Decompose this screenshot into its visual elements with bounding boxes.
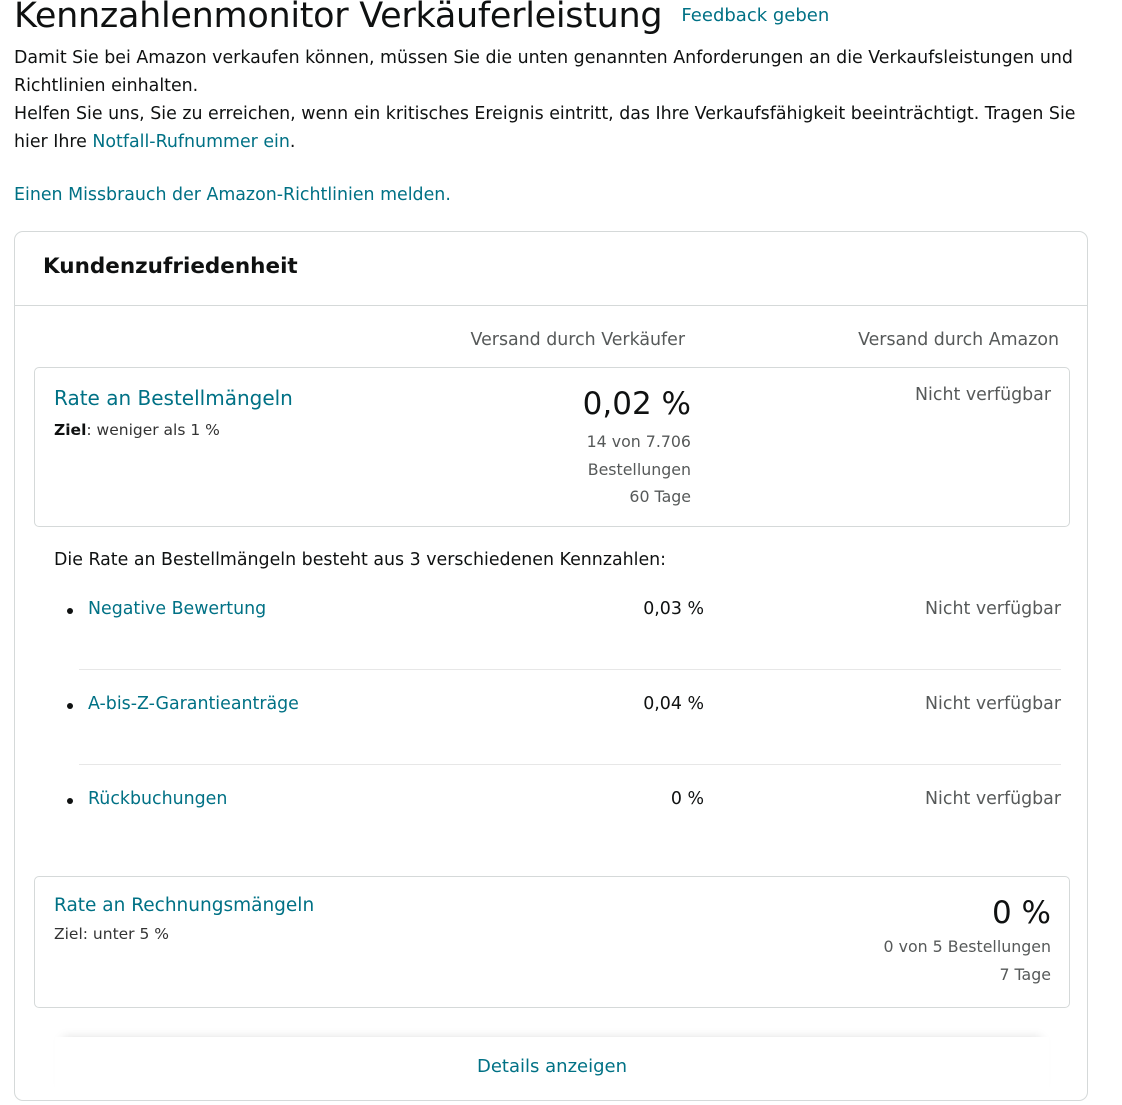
intro-paragraph-1: Damit Sie bei Amazon verkaufen können, müssen Sie die unten genannten Anforderungen an die Verkaufsleistungen und Richtlinien einhalten. <box>14 48 1073 96</box>
page-header <box>14 0 829 36</box>
order-defect-rate-fba-value: Nicht verfügbar <box>915 385 1051 405</box>
bullet-icon <box>67 798 73 804</box>
sub-metric-list <box>55 575 1061 860</box>
order-defect-rate-count: 14 von 7.706 <box>586 432 691 451</box>
invoice-defect-rate-details <box>884 933 1051 988</box>
negative-feedback-link[interactable]: Negative Bewertung <box>88 599 267 619</box>
order-defect-rate-target <box>54 421 220 439</box>
column-header-fbm: Versand durch Verkäufer <box>470 330 685 350</box>
chargebacks-link[interactable]: Rückbuchungen <box>88 789 228 809</box>
sub-metric-row <box>55 765 1061 860</box>
order-defect-rate-period: 60 Tage <box>629 487 691 506</box>
show-details-link[interactable]: Details anzeigen <box>477 1056 627 1077</box>
order-defect-rate-fbm-details <box>587 428 691 511</box>
negative-feedback-fbm-value: 0,03 % <box>643 599 704 619</box>
order-defect-rate-fbm-value: 0,02 % <box>582 386 691 422</box>
a-to-z-claims-fba-value: Nicht verfügbar <box>925 694 1061 714</box>
card-header <box>15 232 1087 306</box>
invoice-defect-rate-link[interactable]: Rate an Rechnungsmängeln <box>54 895 315 916</box>
invoice-defect-rate-period: 7 Tage <box>999 964 1051 984</box>
target-label: Ziel <box>54 421 87 439</box>
column-header-fba: Versand durch Amazon <box>858 330 1059 350</box>
chargebacks-fba-value: Nicht verfügbar <box>925 789 1061 809</box>
details-footer <box>55 1037 1049 1101</box>
order-defect-rate-unit: Bestellungen <box>587 459 691 479</box>
sub-metric-row <box>55 670 1061 765</box>
intro-paragraph-2 <box>14 100 1099 156</box>
composition-text: Die Rate an Bestellmängeln besteht aus 3 verschiedenen Kennzahlen: <box>54 550 667 570</box>
bullet-icon <box>67 608 73 614</box>
emergency-phone-link[interactable]: Notfall-Rufnummer ein <box>92 132 290 152</box>
feedback-link[interactable]: Feedback geben <box>681 5 830 26</box>
card-title: Kundenzufriedenheit <box>43 254 298 279</box>
target-text: : weniger als 1 % <box>86 421 220 439</box>
page-title: Kennzahlenmonitor Verkäuferleistung <box>14 0 663 36</box>
invoice-defect-rate-value: 0 % <box>991 895 1051 931</box>
a-to-z-claims-link[interactable]: A-bis-Z-Garantieanträge <box>88 694 299 714</box>
sub-metric-row <box>55 575 1061 670</box>
invoice-defect-rate-box <box>34 876 1070 1008</box>
invoice-defect-rate-target: Ziel: unter 5 % <box>54 925 169 943</box>
intro-paragraph-2-text: Helfen Sie uns, Sie zu erreichen, wenn ein kritisches Ereignis eintritt, das Ihre Verkaufsfähigkeit beeinträchtigt. Tragen Sie hier Ihre <box>14 104 1076 152</box>
chargebacks-fbm-value: 0 % <box>670 789 704 809</box>
bullet-icon <box>67 703 73 709</box>
customer-satisfaction-card <box>14 231 1088 1101</box>
intro-paragraph-2-end: . <box>289 132 296 152</box>
order-defect-rate-link[interactable]: Rate an Bestellmängeln <box>54 386 293 410</box>
invoice-defect-rate-count: 0 von 5 Bestellungen <box>883 937 1051 956</box>
order-defect-rate-box <box>34 367 1070 527</box>
a-to-z-claims-fbm-value: 0,04 % <box>643 694 704 714</box>
negative-feedback-fba-value: Nicht verfügbar <box>925 599 1061 619</box>
intro-text <box>14 44 1099 156</box>
report-abuse-link[interactable]: Einen Missbrauch der Amazon-Richtlinien melden. <box>14 185 451 205</box>
